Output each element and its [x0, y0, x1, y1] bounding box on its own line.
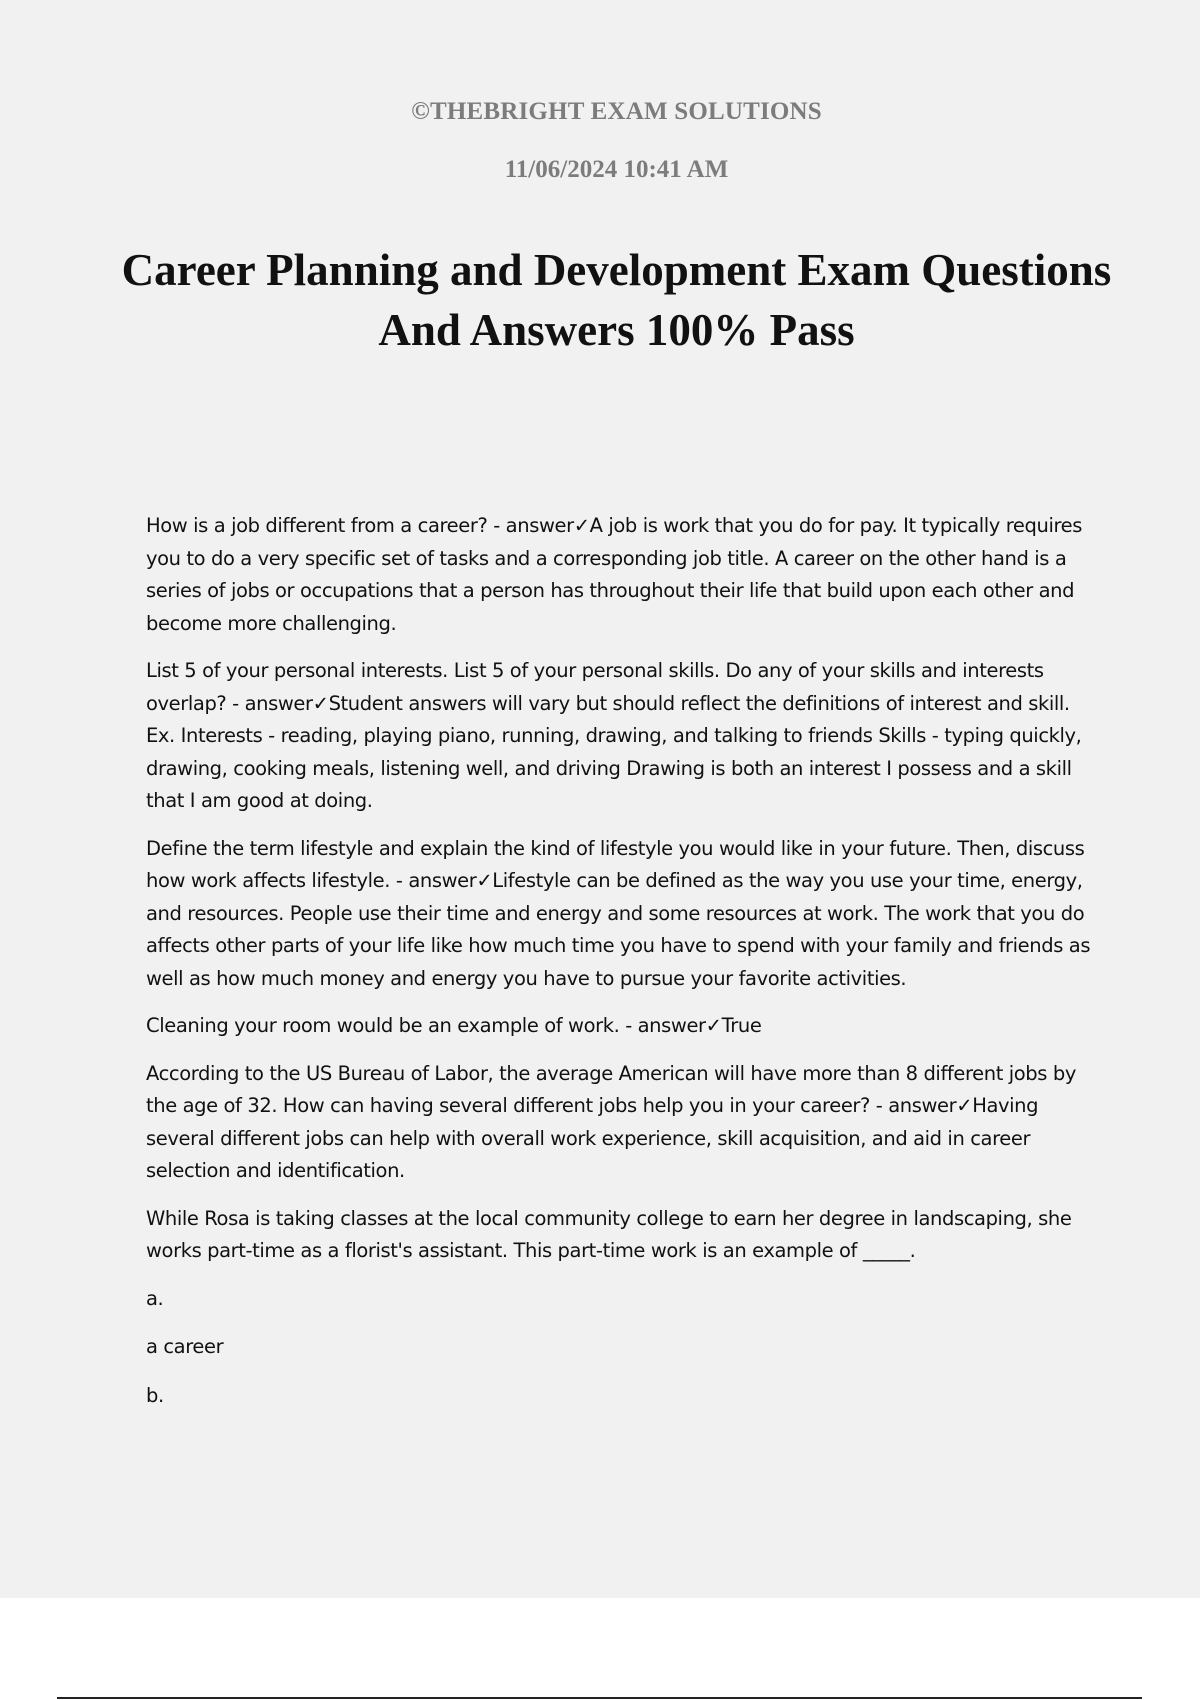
- qa-item-6: While Rosa is taking classes at the local community college to earn her degree in landscaping, she works part-time as a florist's assistant. This part-time work is an example of _____.: [146, 1206, 1072, 1262]
- qa-item-3: Define the term lifestyle and explain the kind of lifestyle you would like in your future. Then, discuss how work affects lifestyle. - answer✓Lifestyle can be defined as the way you use your time, energy, and resources. People use their time and energy and some resources at work. The work that you do affects other parts of your life like how much time you have to spend with your family and friends as well as how much money and energy you have to pursue your favorite activities.: [146, 836, 1091, 990]
- qa-content: [146, 510, 1091, 1428]
- document-title: Career Planning and Development Exam Questions And Answers 100% Pass: [121, 245, 1112, 355]
- qa-item-5: According to the US Bureau of Labor, the average American will have more than 8 different jobs by the age of 32. How can having several different jobs help you in your career? - answer✓Having several different jobs can help with overall work experience, skill acquisition, and aid in career selection and identification.: [146, 1061, 1076, 1182]
- qa-item-4: Cleaning your room would be an example of work. - answer✓True: [146, 1014, 762, 1037]
- qa-item-2: List 5 of your personal interests. List 5 of your personal skills. Do any of your skills and interests overlap? - answer✓Student answers will vary but should reflect the definitions of interest and skill. Ex. Interests - reading, playing piano, running, drawing, and talking to friends Skills - typing quickly, drawing, cooking meals, listening well, and driving Drawing is both an interest I possess and a skill that I am good at doing.: [146, 659, 1082, 812]
- qa-item-1: How is a job different from a career? - answer✓A job is work that you do for pay. It typically requires you to do a very specific set of tasks and a corresponding job title. A career on the other hand is a series of jobs or occupations that a person has throughout their life that build upon each other and become more challenging.: [146, 514, 1083, 635]
- option-text-a: a career: [146, 1335, 224, 1358]
- header-datetime: 11/06/2024 10:41 AM: [504, 156, 729, 183]
- header-brand: ©THEBRIGHT EXAM SOLUTIONS: [411, 98, 822, 125]
- footer-divider: [57, 1697, 1142, 1699]
- option-label-b: b.: [146, 1383, 164, 1407]
- option-label-a: a.: [146, 1286, 164, 1310]
